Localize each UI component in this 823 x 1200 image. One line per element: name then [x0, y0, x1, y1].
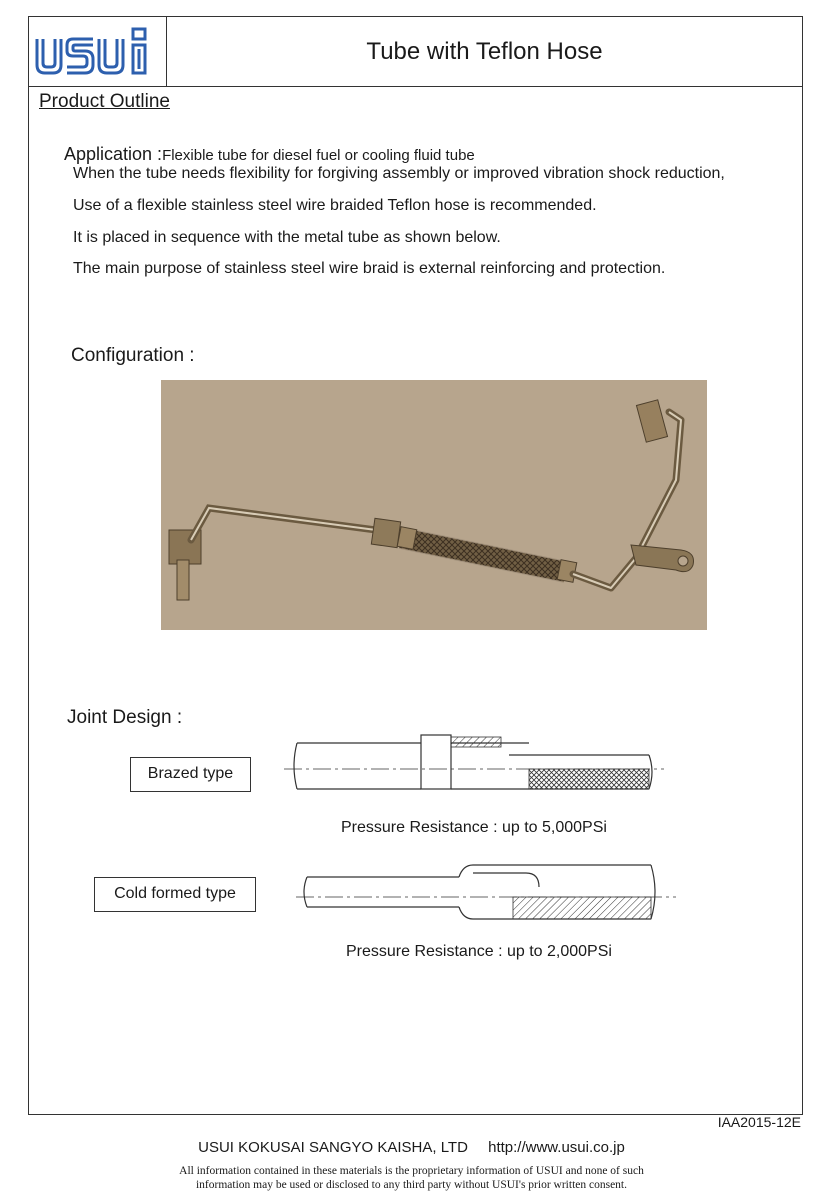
header [29, 17, 802, 87]
product-photo [161, 380, 707, 630]
paragraph-line: The main purpose of stainless steel wire braid is external reinforcing and protection. [73, 260, 666, 277]
legal-line: information may be used or disclosed to any third party without USUI's prior written consent. [195, 1179, 627, 1191]
cold-formed-pressure-rating: Pressure Resistance : up to 2,000PSi [346, 943, 612, 960]
application-label: Application : [64, 144, 163, 164]
section-title-product-outline: Product Outline [39, 91, 170, 112]
cold-formed-type-label: Cold formed type [94, 877, 256, 912]
cold-formed-joint-diagram [291, 849, 681, 929]
paragraph-line: Use of a flexible stainless steel wire braided Teflon hose is recommended. [73, 197, 597, 214]
brazed-type-label: Brazed type [130, 757, 251, 792]
page-frame [28, 16, 803, 1115]
configuration-label: Configuration : [71, 345, 195, 366]
document-code: IAA2015-12E [717, 1114, 801, 1130]
company-name: USUI KOKUSAI SANGYO KAISHA, LTD [198, 1139, 468, 1156]
application-line [64, 144, 475, 165]
legal-line: All information contained in these materials is the proprietary information of USUI and none of such [179, 1165, 644, 1177]
paragraph-line: It is placed in sequence with the metal tube as shown below. [73, 229, 501, 246]
joint-design-label: Joint Design : [67, 707, 183, 728]
document-title: Tube with Teflon Hose [366, 38, 603, 65]
brazed-joint-diagram [279, 725, 669, 815]
brazed-pressure-rating: Pressure Resistance : up to 5,000PSi [341, 819, 607, 836]
application-value: Flexible tube for diesel fuel or cooling fluid tube [162, 147, 475, 164]
footer-company-line [0, 1139, 823, 1156]
paragraph-line: When the tube needs flexibility for forgiving assembly or improved vibration shock reduction, [73, 165, 725, 182]
company-url[interactable]: http://www.usui.co.jp [488, 1139, 625, 1156]
legal-notice [0, 1164, 823, 1192]
logo-cell [29, 17, 167, 86]
usui-logo [33, 25, 163, 79]
